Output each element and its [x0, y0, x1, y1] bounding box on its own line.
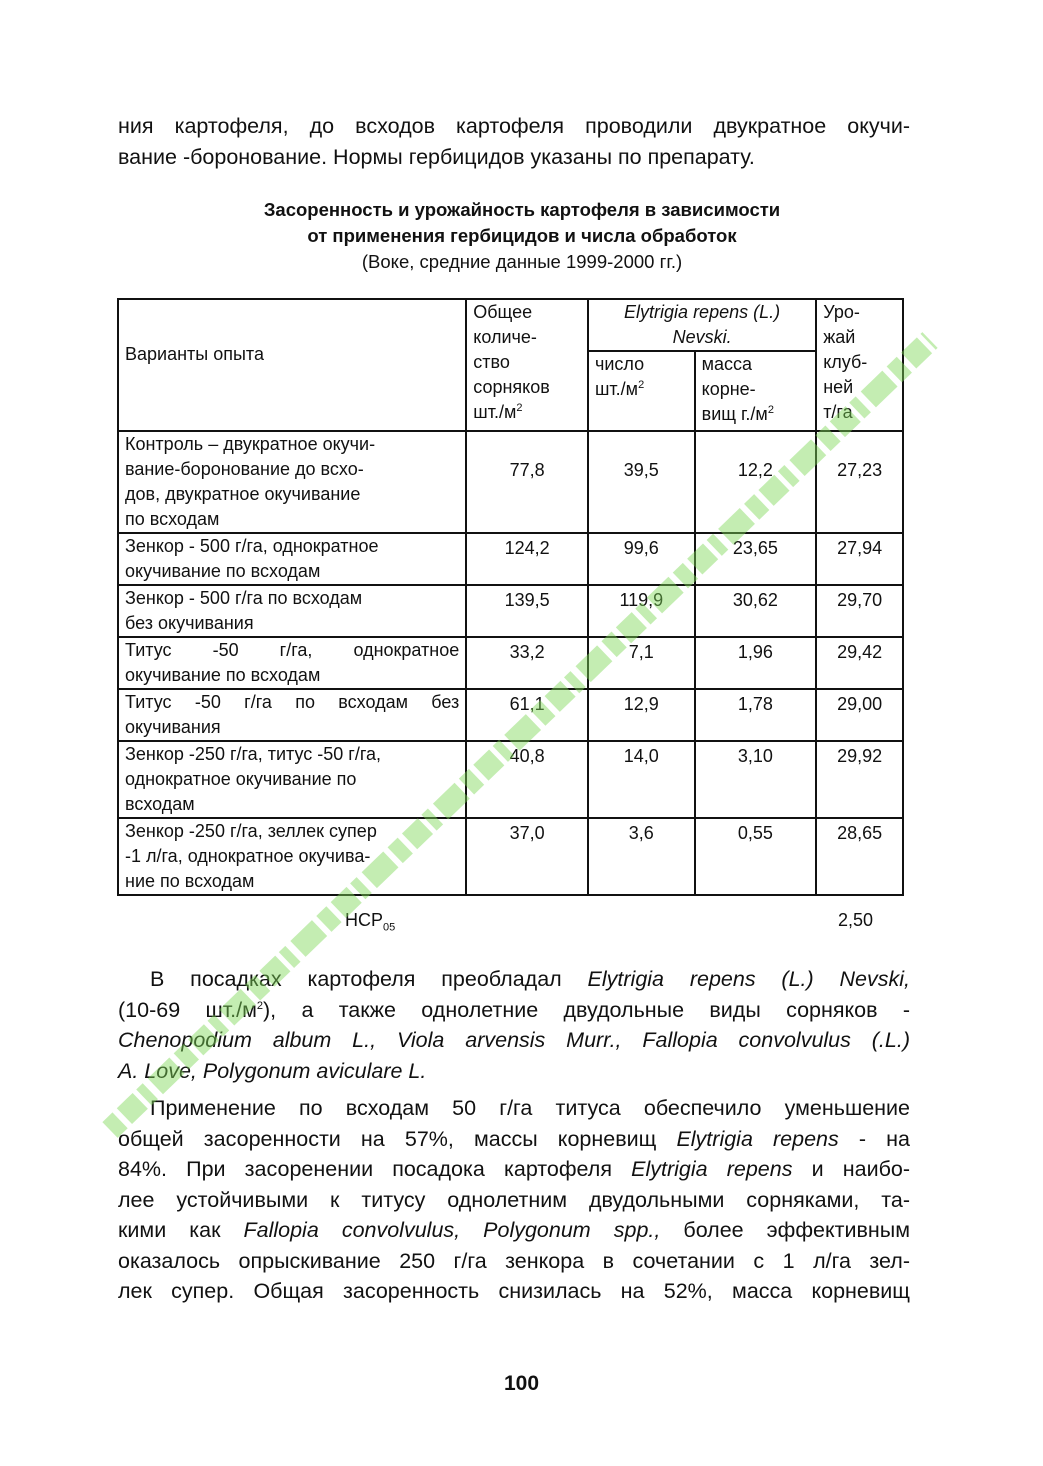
total-cell: 77,8	[466, 431, 588, 533]
total-cell: 61,1	[466, 689, 588, 741]
title-subline: (Воке, средние данные 1999-2000 гг.)	[361, 251, 683, 272]
variant-cell: Контроль – двукратное окучи- вание-боронование до всхо- дов, двукратное окучивание по всходам	[118, 431, 466, 533]
count-cell: 3,6	[588, 818, 695, 895]
hcp-label: $НСР_{05}$	[345, 910, 396, 934]
text-line: A. Love, Polygonum aviculare L.	[118, 1058, 427, 1083]
header-variants: Варианты опыта	[118, 299, 466, 431]
count-cell: 119,9	[588, 585, 695, 637]
mass-cell: 30,62	[695, 585, 817, 637]
variant-cell: Титус -50 г/га по всходам без окучивания	[118, 689, 466, 741]
table-row	[118, 637, 903, 689]
total-cell: 33,2	[466, 637, 588, 689]
variant-cell: Зенкор - 500 г/га по всходам без окучивания	[118, 585, 466, 637]
text-line: общей засоренности на 57%, массы корневищ Elytrigia repens - на	[118, 1126, 910, 1151]
variant-cell: Зенкор -250 г/га, зеллек супер -1 л/га, однократное окучива- ние по всходам	[118, 818, 466, 895]
text-line: лее устойчивыми к титусу однолетним двудольными сорняками, та-	[118, 1187, 910, 1212]
paragraph-2	[118, 964, 910, 1086]
yield-cell: 29,42	[816, 637, 903, 689]
mass-cell: 23,65	[695, 533, 817, 585]
title-line: Засоренность и урожайность картофеля в зависимости	[263, 199, 781, 220]
hcp-value: 2,50	[838, 910, 874, 930]
table-row	[118, 533, 903, 585]
text-line: лек супер. Общая засоренность снизилась на 52%, масса корневищ	[118, 1279, 910, 1303]
count-cell: 99,6	[588, 533, 695, 585]
intro-paragraph	[118, 111, 910, 172]
text-line: 84%. При засоренении посадока картофеля Elytrigia repens и наибо-	[118, 1157, 911, 1181]
yield-cell: 27,94	[816, 533, 903, 585]
mass-cell: 3,10	[695, 741, 817, 818]
header-count: число $шт./м^2$	[588, 351, 695, 431]
mass-cell: 1,78	[695, 689, 817, 741]
header-yield: Уро- жай клуб- ней т/га	[816, 299, 903, 431]
data-table	[117, 298, 904, 896]
total-cell: 124,2	[466, 533, 588, 585]
text-line: Chenopodium album L., Viola arvensis Murr., Fallopia convolvulus (.L.)	[118, 1028, 910, 1052]
table-row	[118, 741, 903, 818]
mass-cell: 12,2	[695, 431, 817, 533]
text-line: вание -боронование. Нормы гербицидов указаны по препарату.	[118, 144, 755, 169]
mass-cell: 0,55	[695, 818, 817, 895]
text-line: оказалось опрыскивание 250 г/га зенкора в сочетании с 1 л/га зел-	[118, 1248, 910, 1273]
total-cell: 40,8	[466, 741, 588, 818]
table-title	[118, 197, 926, 275]
table-row	[118, 431, 903, 533]
mass-cell: 1,96	[695, 637, 817, 689]
variant-cell: Зенкор -250 г/га, титус -50 г/га, однократное окучивание по всходам	[118, 741, 466, 818]
text-line: Применение по всходам 50 г/га титуса обеспечило уменьшение	[150, 1096, 910, 1120]
count-cell: 7,1	[588, 637, 695, 689]
header-species: Elytrigia repens (L.) Nevski.	[588, 299, 816, 351]
table-row	[118, 818, 903, 895]
text-line: (10-69 $шт./м^2$), а также однолетние двудольные виды сорняков -	[118, 997, 910, 1022]
variant-cell: Зенкор - 500 г/га, однократное окучивание по всходам	[118, 533, 466, 585]
header-total-weeds: Общее количе- ство сорняков $шт./м^2$	[466, 299, 588, 431]
table-row	[118, 585, 903, 637]
variant-cell: Титус -50 г/га, однократное окучивание по всходам	[118, 637, 466, 689]
yield-cell: 29,00	[816, 689, 903, 741]
total-cell: 139,5	[466, 585, 588, 637]
yield-cell: 27,23	[816, 431, 903, 533]
text-line: кими как Fallopia convolvulus, Polygonum spp., более эффективным	[118, 1218, 911, 1242]
total-cell: 37,0	[466, 818, 588, 895]
count-cell: 14,0	[588, 741, 695, 818]
count-cell: 12,9	[588, 689, 695, 741]
title-line: от применения гербицидов и числа обработок	[307, 225, 737, 246]
table-row	[118, 689, 903, 741]
count-cell: 39,5	[588, 431, 695, 533]
paragraph-3	[118, 1093, 910, 1307]
header-mass: масса корне- вищ $г./м^2$	[695, 351, 817, 431]
yield-cell: 29,92	[816, 741, 903, 818]
yield-cell: 29,70	[816, 585, 903, 637]
text-line: В посадках картофеля преобладал Elytrigia repens (L.) Nevski,	[150, 967, 910, 991]
text-line: ния картофеля, до всходов картофеля проводили двукратное окучи-	[118, 114, 910, 138]
yield-cell: 28,65	[816, 818, 903, 895]
page-number: 100	[503, 1372, 540, 1395]
